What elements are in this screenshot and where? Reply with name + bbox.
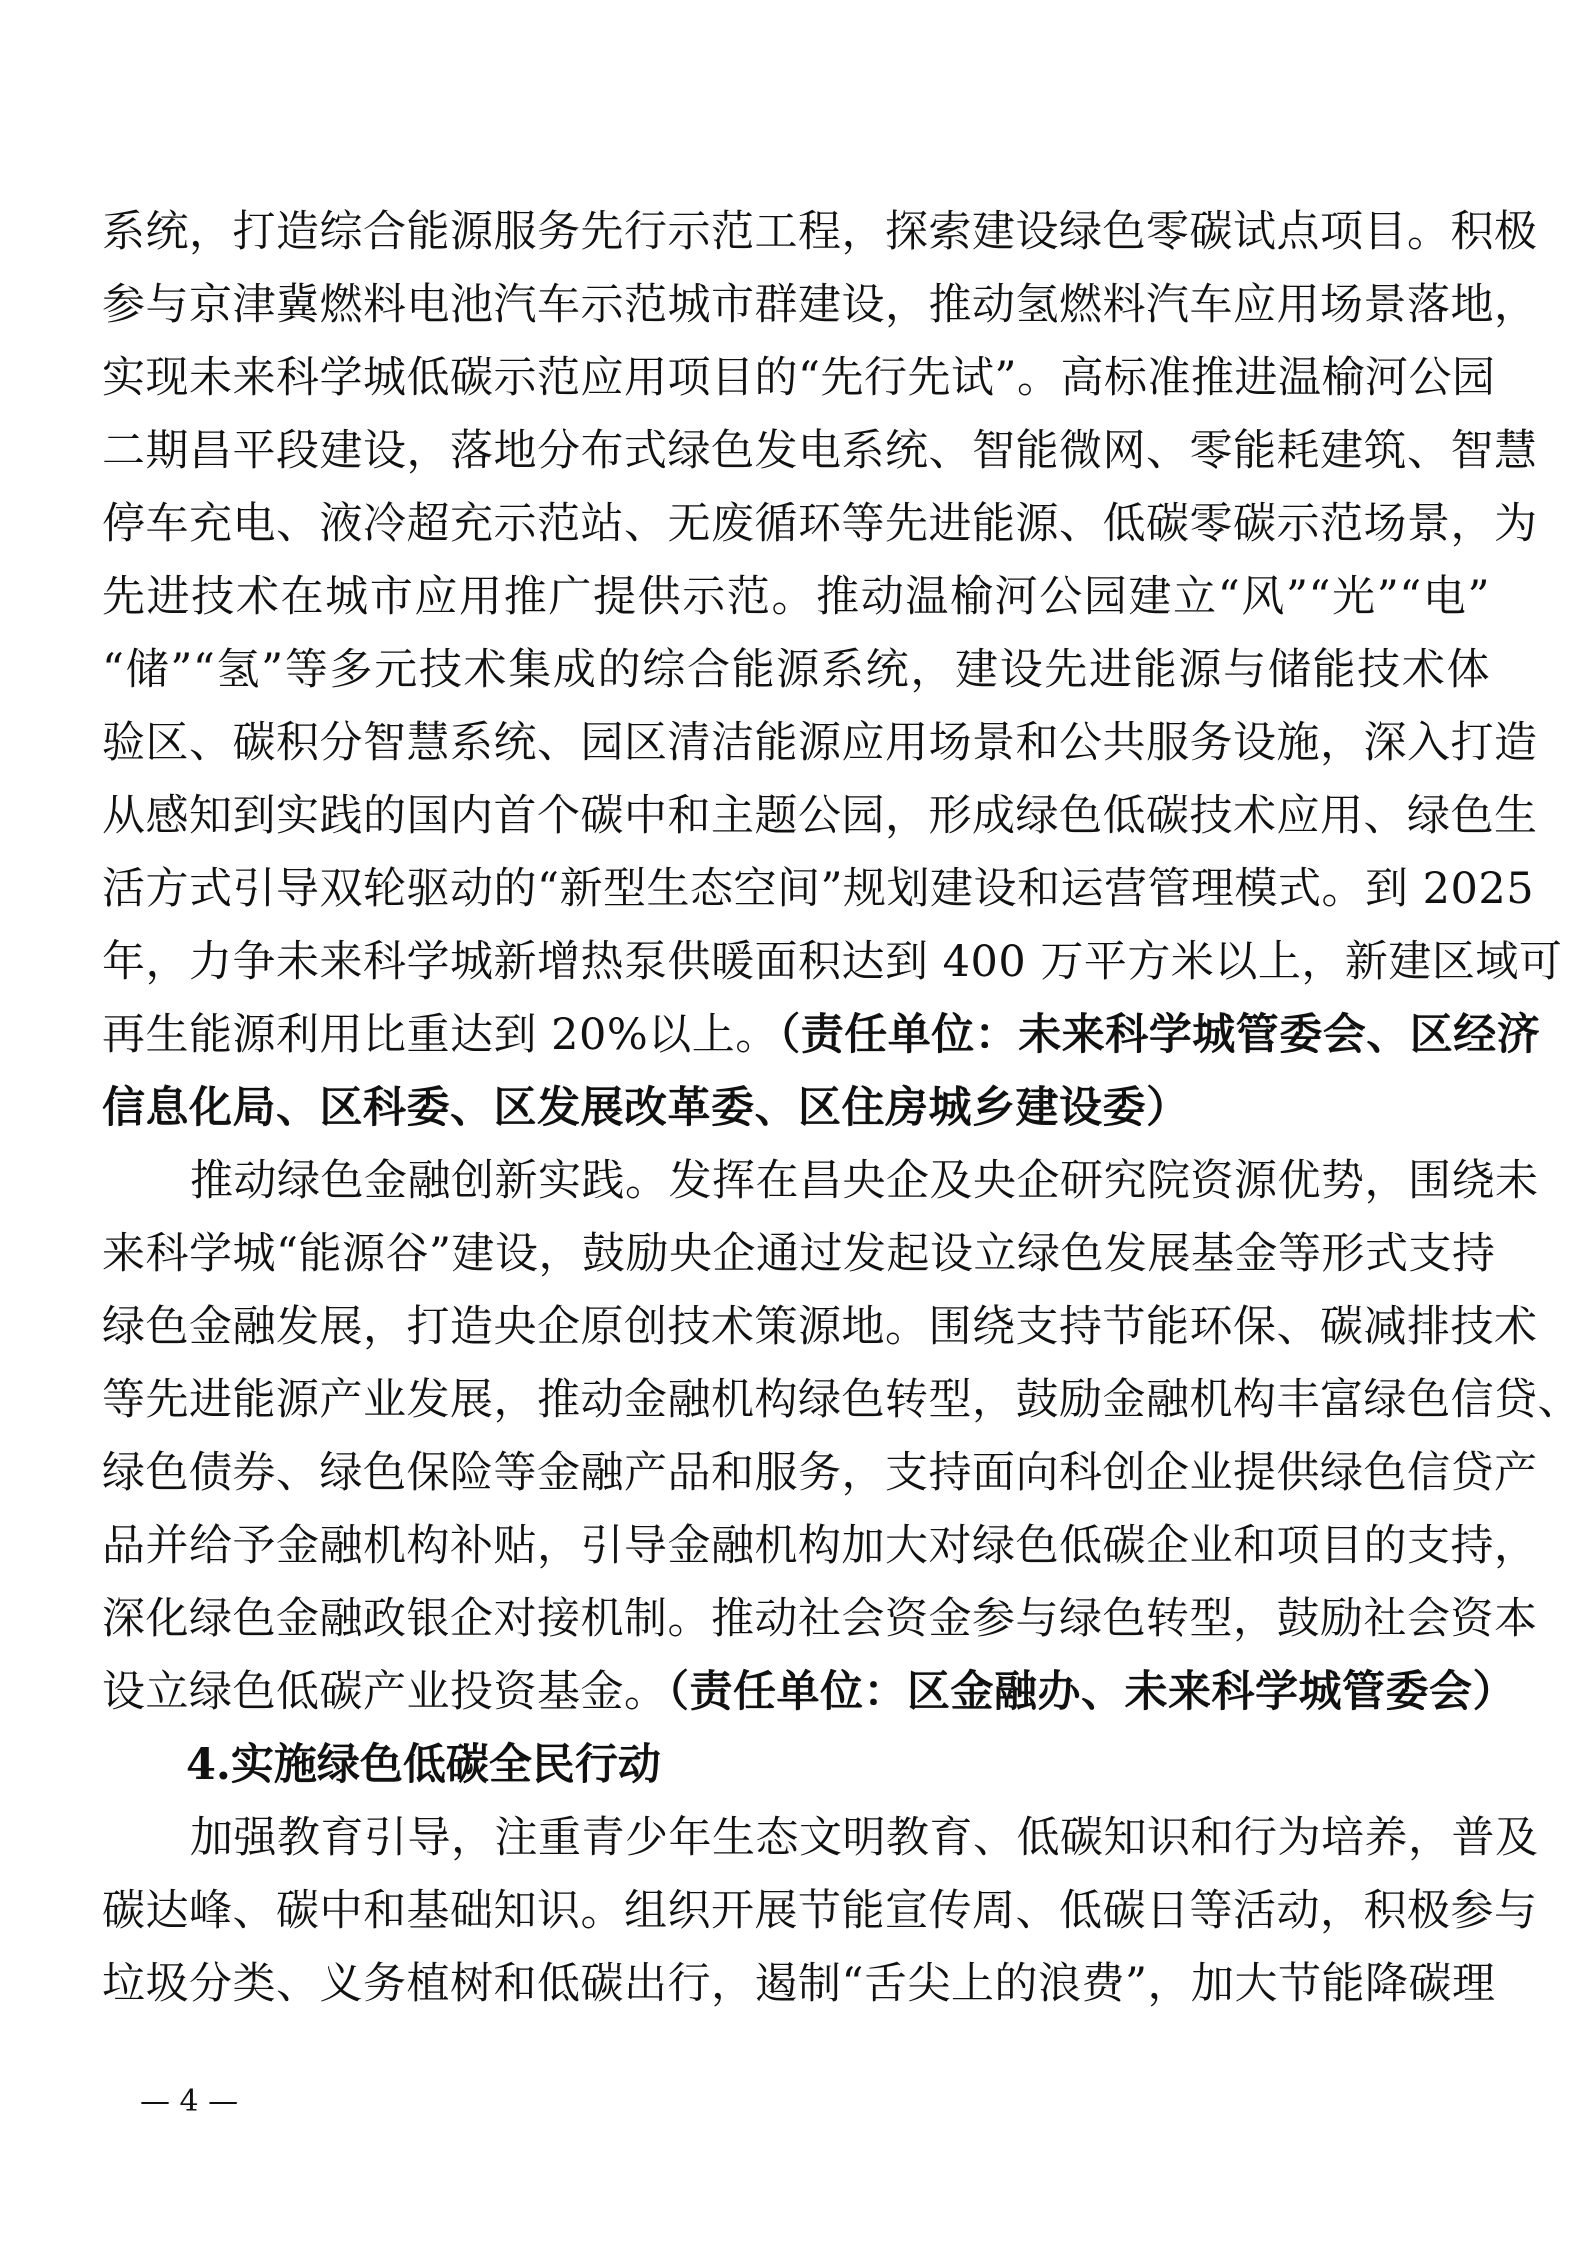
paragraph-line: 系统，打造综合能源服务先行示范工程，探索建设绿色零碳试点项目。积极 (102, 207, 1538, 257)
paragraph-line: 绿色债券、绿色保险等金融产品和服务，支持面向科创企业提供绿色信贷产 (102, 1448, 1538, 1498)
paragraph-line: 活方式引导双轮驱动的“新型生态空间”规划建设和运营管理模式。到 2025 (102, 864, 1535, 914)
paragraph-line: 绿色金融发展，打造央企原创技术策源地。围绕支持节能环保、碳减排技术 (102, 1302, 1538, 1352)
paragraph-line: 二期昌平段建设，落地分布式绿色发电系统、智能微网、零能耗建筑、智慧 (102, 426, 1538, 476)
paragraph-text: 再生能源利用比重达到 20%以上。 (102, 1010, 779, 1060)
responsibility-note: （责任单位：区金融办、未来科学城管委会） (667, 1667, 1516, 1717)
page-number: — 4 — (140, 2084, 239, 2119)
paragraph-line: 实现未来科学城低碳示范应用项目的“先行先试”。高标准推进温榆河公园 (102, 353, 1496, 403)
paragraph-line: 加强教育引导，注重青少年生态文明教育、低碳知识和行为培养，普及 (190, 1813, 1539, 1863)
paragraph-line: 验区、碳积分智慧系统、园区清洁能源应用场景和公共服务设施，深入打造 (102, 718, 1538, 768)
paragraph-line: 来科学城“能源谷”建设，鼓励央企通过发起设立绿色发展基金等形式支持 (102, 1229, 1496, 1279)
paragraph-text: 设立绿色低碳产业投资基金。 (102, 1667, 668, 1717)
paragraph-line: 推动绿色金融创新实践。发挥在昌央企及央企研究院资源优势，围绕未 (190, 1156, 1539, 1206)
paragraph-line: 碳达峰、碳中和基础知识。组织开展节能宣传周、低碳日等活动，积极参与 (102, 1886, 1538, 1936)
paragraph-line-with-responsibility (102, 1005, 1541, 1065)
section-heading: 4.实施绿色低碳全民行动 (186, 1740, 661, 1790)
responsibility-note: 信息化局、区科委、区发展改革委、区住房城乡建设委） (102, 1083, 1190, 1133)
paragraph-line: 停车充电、液冷超充示范站、无废循环等先进能源、低碳零碳示范场景，为 (102, 499, 1538, 549)
paragraph-line: “储”“氢”等多元技术集成的综合能源系统，建设先进能源与储能技术体 (102, 645, 1490, 695)
paragraph-line: 参与京津冀燃料电池汽车示范城市群建设，推动氢燃料汽车应用场景落地， (102, 280, 1538, 330)
paragraph-line: 品并给予金融机构补贴，引导金融机构加大对绿色低碳企业和项目的支持， (102, 1521, 1538, 1571)
paragraph-line: 深化绿色金融政银企对接机制。推动社会资金参与绿色转型，鼓励社会资本 (102, 1594, 1538, 1644)
paragraph-line: 先进技术在城市应用推广提供示范。推动温榆河公园建立“风”“光”“电” (102, 572, 1490, 622)
paragraph-line: 等先进能源产业发展，推动金融机构绿色转型，鼓励金融机构丰富绿色信贷、 (102, 1375, 1581, 1425)
paragraph-line: 垃圾分类、义务植树和低碳出行，遏制“舌尖上的浪费”，加大节能降碳理 (102, 1959, 1496, 2009)
responsibility-note: （责任单位：未来科学城管委会、区经济 (778, 1010, 1541, 1060)
paragraph-line: 从感知到实践的国内首个碳中和主题公园，形成绿色低碳技术应用、绿色生 (102, 791, 1538, 841)
paragraph-line: 年，力争未来科学城新增热泵供暖面积达到 400 万平方米以上，新建区域可 (102, 937, 1563, 987)
paragraph-line-with-responsibility (102, 1662, 1516, 1722)
